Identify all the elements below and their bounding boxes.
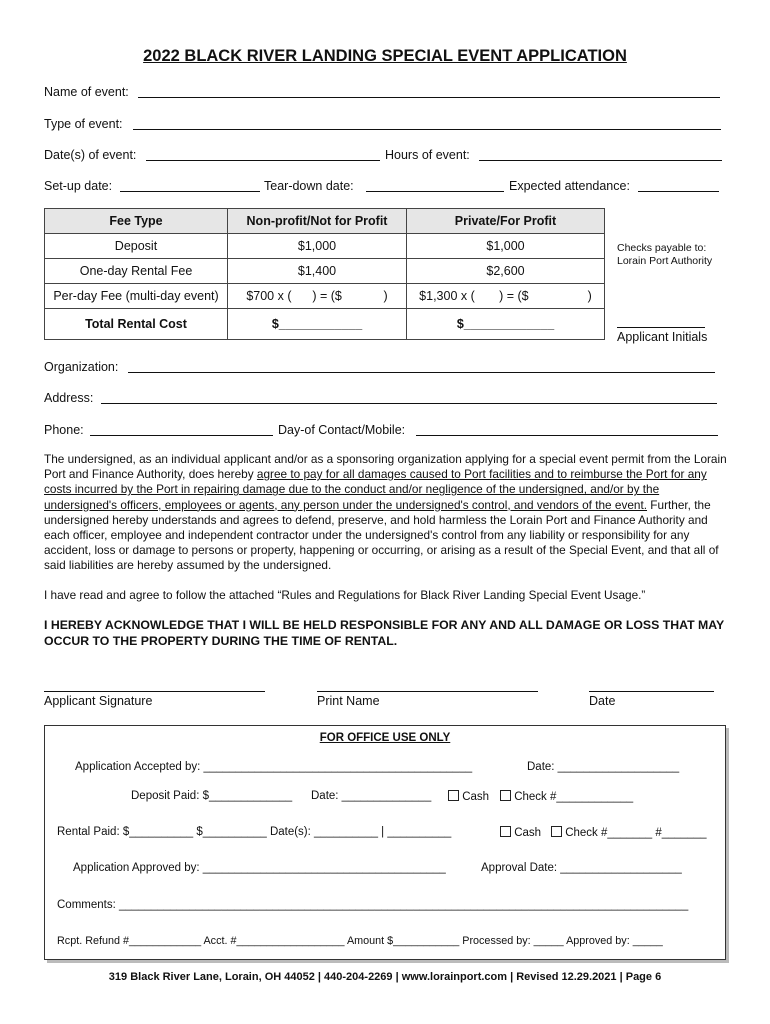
per-day-private[interactable]: $1,300 x ( ) = ($ ) — [407, 284, 605, 309]
applicant-signature-field[interactable] — [44, 691, 265, 692]
day-of-contact-field[interactable] — [416, 435, 718, 436]
address-field[interactable] — [101, 403, 717, 404]
rental-check-checkbox[interactable] — [551, 826, 562, 837]
type-of-event-label: Type of event: — [44, 117, 123, 131]
liability-text-a: The undersigned, as an individual applicant and/or as a sponsoring organization applying for a special event permit from the Lorain Port and Finance Authority, does hereby — [44, 452, 727, 482]
organization-field[interactable] — [128, 372, 715, 373]
applicant-initials-field[interactable] — [617, 327, 705, 328]
fee-table-header — [45, 209, 605, 234]
dates-of-event-field[interactable] — [146, 160, 380, 161]
teardown-date-label: Tear-down date: — [264, 179, 354, 193]
rental-cash-option[interactable] — [500, 826, 541, 839]
teardown-date-field[interactable] — [366, 191, 504, 192]
fee-type-header: Fee Type — [45, 209, 228, 234]
total-private[interactable]: $_____________ — [407, 309, 605, 340]
organization-label: Organization: — [44, 360, 119, 374]
print-name-field[interactable] — [317, 691, 538, 692]
name-of-event-field[interactable] — [138, 97, 720, 98]
applicant-initials-label: Applicant Initials — [617, 330, 708, 344]
rental-check-option[interactable] — [551, 826, 707, 839]
deposit-label: Deposit — [45, 234, 228, 259]
office-use-heading: FOR OFFICE USE ONLY — [319, 732, 451, 744]
approval-date[interactable]: Approval Date: ___________________ — [481, 862, 682, 874]
cash-label: Cash — [462, 791, 490, 803]
table-row — [45, 234, 605, 259]
deposit-private: $1,000 — [407, 234, 605, 259]
name-of-event-label: Name of event: — [44, 85, 129, 99]
checks-payable-note — [617, 242, 712, 268]
total-label: Total Rental Cost — [45, 309, 228, 340]
acknowledgement: I HEREBY ACKNOWLEDGE THAT I WILL BE HELD RESPONSIBLE FOR ANY AND ALL DAMAGE OR LOSS THAT MAY OCCUR TO THE PROPERTY DURING THE TIME OF RENTAL. — [44, 618, 725, 648]
total-row — [45, 309, 605, 340]
table-row — [45, 259, 605, 284]
liability-text-b: Further, the undersigned hereby understands and agrees to defend, preserve, and hold harmless the Lorain Port and Finance Authority and each officer, employee and independent contractor under the undersigned's control from any liability or responsibility for any accident, loss or damage to persons or property, happening or occurring, or arising as a result of the Special Event, and that all of said liabilities are hereby assumed by the undersigned. — [44, 497, 719, 573]
phone-field[interactable] — [90, 435, 273, 436]
print-name-label: Print Name — [317, 694, 380, 708]
refund-row[interactable]: Rcpt. Refund #____________ Acct. #__________________ Amount $___________ Processed by: _____ Approved by: _____ — [57, 935, 663, 947]
liability-paragraph — [44, 452, 728, 574]
deposit-date[interactable]: Date: ______________ — [311, 790, 432, 802]
applicant-signature-label: Applicant Signature — [44, 694, 153, 708]
deposit-check-option[interactable] — [500, 790, 633, 803]
table-row — [45, 284, 605, 309]
hours-of-event-label: Hours of event: — [385, 148, 470, 162]
day-of-contact-label: Day-of Contact/Mobile: — [278, 423, 406, 437]
setup-date-label: Set-up date: — [44, 179, 113, 193]
rental-cash-checkbox[interactable] — [500, 826, 511, 837]
type-of-event-field[interactable] — [133, 129, 721, 130]
deposit-paid[interactable]: Deposit Paid: $_____________ — [131, 790, 293, 802]
expected-attendance-label: Expected attendance: — [509, 179, 630, 193]
per-day-label: Per-day Fee (multi-day event) — [45, 284, 228, 309]
address-label: Address: — [44, 391, 94, 405]
accepted-date[interactable]: Date: ___________________ — [527, 761, 680, 773]
comments[interactable]: Comments: _________________________________________________________________________________________ — [57, 899, 689, 911]
hours-of-event-field[interactable] — [479, 160, 722, 161]
deposit-nonprofit: $1,000 — [228, 234, 407, 259]
expected-attendance-field[interactable] — [638, 191, 719, 192]
checks-payable-line2: Lorain Port Authority — [617, 255, 713, 267]
fee-table — [44, 208, 605, 340]
rental-paid[interactable]: Rental Paid: $__________ $__________ Date(s): __________ | __________ — [57, 826, 452, 838]
check-label: Check #____________ — [514, 791, 634, 803]
private-header: Private/For Profit — [407, 209, 605, 234]
rules-agreement: I have read and agree to follow the attached “Rules and Regulations for Black River Landing Special Event Usage.” — [44, 588, 646, 602]
phone-label: Phone: — [44, 423, 84, 437]
checks-payable-line1: Checks payable to: — [617, 242, 707, 254]
setup-date-field[interactable] — [120, 191, 260, 192]
rental-fee-private: $2,600 — [407, 259, 605, 284]
accepted-by[interactable]: Application Accepted by: __________________________________________ — [75, 761, 473, 773]
deposit-cash-option[interactable] — [448, 790, 489, 803]
liability-text-underlined: agree to pay for all damages caused to Port facilities and to reimburse the Port for any costs incurred by the Port in repairing damage due to the conduct and/or negligence of the undersigned, and/or by the undersigned's officers, employees or agents, any person under the undersigned's control, and vendors of the event. — [44, 467, 707, 512]
approved-by[interactable]: Application Approved by: ______________________________________ — [73, 862, 446, 874]
rental-fee-label: One-day Rental Fee — [45, 259, 228, 284]
page-title: 2022 BLACK RIVER LANDING SPECIAL EVENT APPLICATION — [143, 47, 627, 65]
nonprofit-header: Non-profit/Not for Profit — [228, 209, 407, 234]
date-label: Date — [589, 694, 616, 708]
rental-cash-label: Cash — [514, 827, 542, 839]
cash-checkbox[interactable] — [448, 790, 459, 801]
rental-fee-nonprofit: $1,400 — [228, 259, 407, 284]
per-day-nonprofit[interactable]: $700 x ( ) = ($ ) — [228, 284, 407, 309]
rental-check-label: Check #_______ #_______ — [565, 827, 707, 839]
dates-of-event-label: Date(s) of event: — [44, 148, 137, 162]
date-field[interactable] — [589, 691, 714, 692]
check-checkbox[interactable] — [500, 790, 511, 801]
total-nonprofit[interactable]: $____________ — [228, 309, 407, 340]
page-footer: 319 Black River Lane, Lorain, OH 44052 | 440-204-2269 | www.lorainport.com | Revised 12.29.2021 | Page 6 — [108, 971, 662, 983]
